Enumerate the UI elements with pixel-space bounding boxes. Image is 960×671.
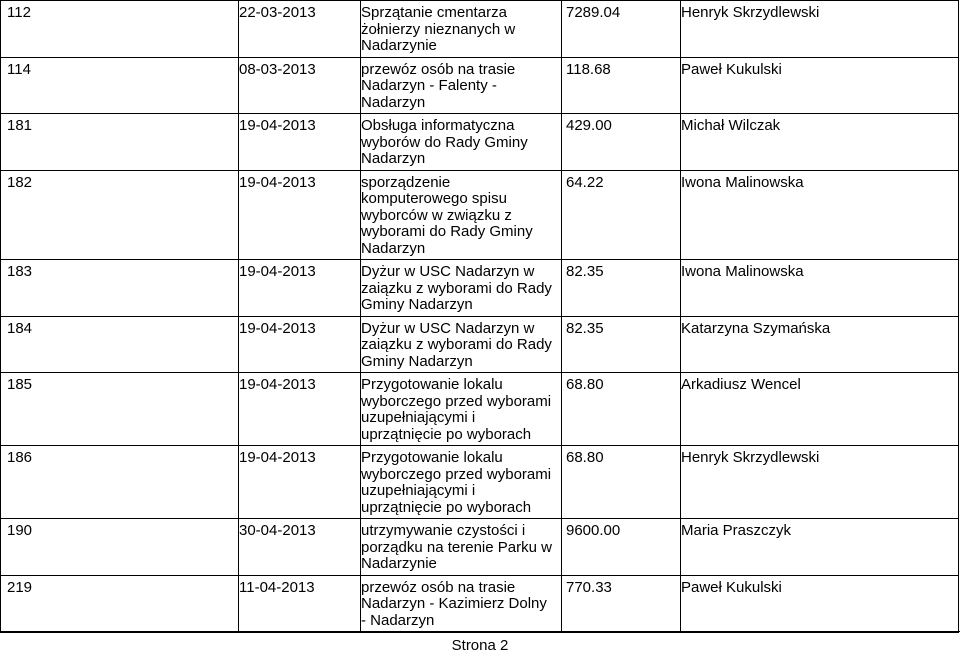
table-row	[1, 114, 959, 171]
entry-person: Michał Wilczak	[681, 114, 959, 171]
entry-amount: 68.80	[562, 446, 681, 519]
entry-date: 19-04-2013	[239, 373, 361, 446]
entry-description: przewóz osób na trasie Nadarzyn - Kazimierz Dolny - Nadarzyn	[361, 575, 562, 632]
entry-description: Dyżur w USC Nadarzyn w zaiązku z wyborami do Rady Gminy Nadarzyn	[361, 260, 562, 317]
table-row	[1, 575, 959, 632]
entry-person: Katarzyna Szymańska	[681, 316, 959, 373]
entry-number: 181	[1, 114, 239, 171]
entry-date: 22-03-2013	[239, 1, 361, 58]
entry-amount: 770.33	[562, 575, 681, 632]
entry-description: Obsługa informatyczna wyborów do Rady Gminy Nadarzyn	[361, 114, 562, 171]
entry-person: Paweł Kukulski	[681, 57, 959, 114]
entry-date: 19-04-2013	[239, 114, 361, 171]
entry-person: Henryk Skrzydlewski	[681, 446, 959, 519]
footer-divider	[0, 631, 960, 632]
entry-number: 184	[1, 316, 239, 373]
entry-description: Dyżur w USC Nadarzyn w zaiązku z wyborami do Rady Gminy Nadarzyn	[361, 316, 562, 373]
table-row	[1, 373, 959, 446]
entry-number: 185	[1, 373, 239, 446]
entry-person: Henryk Skrzydlewski	[681, 1, 959, 58]
entry-person: Iwona Malinowska	[681, 170, 959, 260]
entry-amount: 82.35	[562, 260, 681, 317]
entry-amount: 9600.00	[562, 519, 681, 576]
entry-number: 114	[1, 57, 239, 114]
entry-person: Arkadiusz Wencel	[681, 373, 959, 446]
entry-number: 183	[1, 260, 239, 317]
entry-amount: 429.00	[562, 114, 681, 171]
page-number: Strona 2	[451, 637, 509, 654]
entry-date: 19-04-2013	[239, 316, 361, 373]
table-row	[1, 57, 959, 114]
entry-description: Przygotowanie lokalu wyborczego przed wyborami uzupełniającymi i uprzątnięcie po wyborach	[361, 373, 562, 446]
entry-amount: 7289.04	[562, 1, 681, 58]
entry-person: Paweł Kukulski	[681, 575, 959, 632]
table-body	[1, 1, 959, 633]
entry-amount: 82.35	[562, 316, 681, 373]
entry-amount: 68.80	[562, 373, 681, 446]
entry-description: Przygotowanie lokalu wyborczego przed wyborami uzupełniającymi i uprzątnięcie po wyborach	[361, 446, 562, 519]
entry-number: 112	[1, 1, 239, 58]
table-row	[1, 260, 959, 317]
entry-description: przewóz osób na trasie Nadarzyn - Falenty - Nadarzyn	[361, 57, 562, 114]
entry-description: sporządzenie komputerowego spisu wyborców w związku z wyborami do Rady Gminy Nadarzyn	[361, 170, 562, 260]
entry-number: 186	[1, 446, 239, 519]
entry-date: 19-04-2013	[239, 170, 361, 260]
table-row	[1, 170, 959, 260]
entry-number: 219	[1, 575, 239, 632]
table-row	[1, 316, 959, 373]
table-row	[1, 1, 959, 58]
entry-description: utrzymywanie czystości i porządku na terenie Parku w Nadarzynie	[361, 519, 562, 576]
entry-number: 190	[1, 519, 239, 576]
table-row	[1, 446, 959, 519]
entry-amount: 118.68	[562, 57, 681, 114]
entry-date: 19-04-2013	[239, 446, 361, 519]
entry-date: 19-04-2013	[239, 260, 361, 317]
entry-number: 182	[1, 170, 239, 260]
entry-amount: 64.22	[562, 170, 681, 260]
table-row	[1, 519, 959, 576]
entry-description: Sprzątanie cmentarza żołnierzy nieznanych w Nadarzynie	[361, 1, 562, 58]
entry-person: Maria Praszczyk	[681, 519, 959, 576]
entry-date: 30-04-2013	[239, 519, 361, 576]
entry-date: 11-04-2013	[239, 575, 361, 632]
entry-date: 08-03-2013	[239, 57, 361, 114]
entry-person: Iwona Malinowska	[681, 260, 959, 317]
